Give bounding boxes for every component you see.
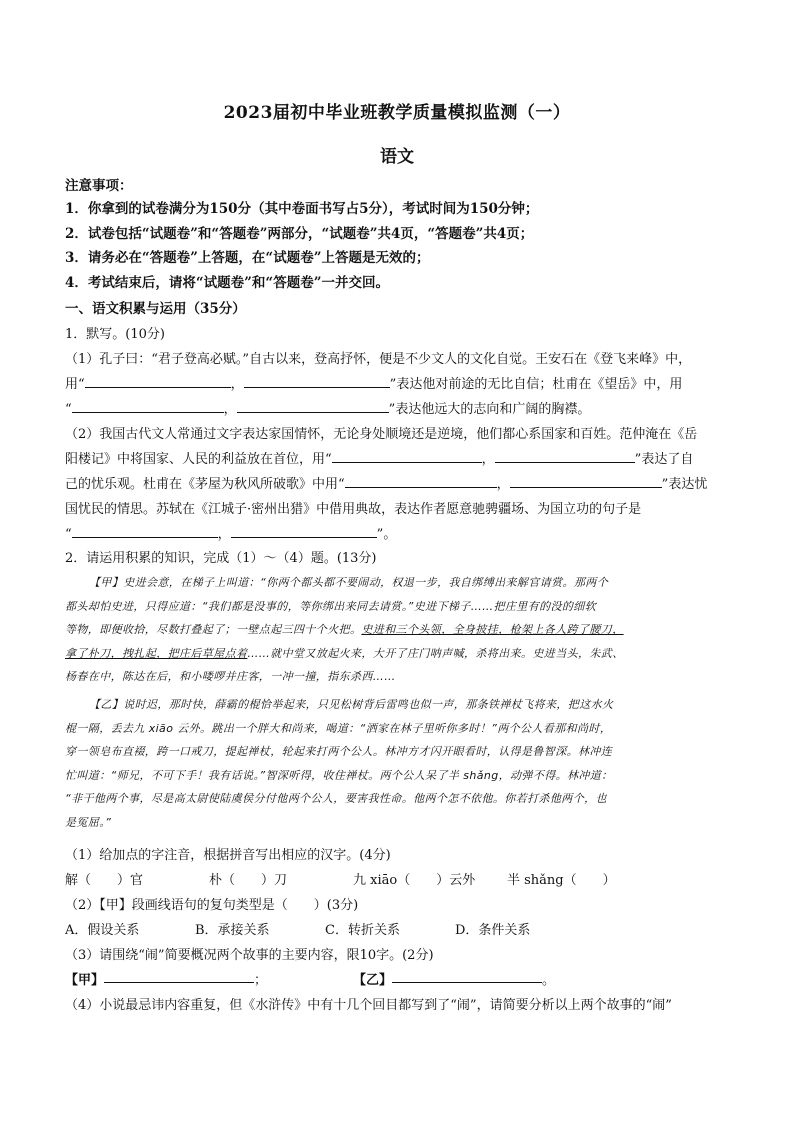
passage-line: “非干他两个事，尽是高太尉使陆虞侯分付他两个公人，要害我性命。他两个怎不依他。你若打杀他两个，也 <box>65 792 607 805</box>
answer-blank[interactable] <box>237 398 389 413</box>
subquestions <box>65 843 737 1018</box>
subquestion-3: （3）请围绕“闹”简要概况两个故事的主要内容，限10字。(2分) <box>65 948 434 963</box>
note-item: 1．你拿到的试卷满分为150分（其中卷面书写占5分），考试时间为150分钟； <box>65 201 539 217</box>
q1-part2-line: 国忧民的情思。苏轼在《江城子·密州出猎》中借用典故，表达作者愿意驰骋疆场、为国立功的句子是 <box>65 502 642 517</box>
option-d[interactable]: D．条件关系 <box>455 923 531 938</box>
answer-blank[interactable] <box>332 448 482 463</box>
subquestion-1: （1）给加点的字注音，根据拼音写出相应的汉字。(4分) <box>65 848 391 863</box>
pinyin-item[interactable]: 九 xiāo（ ）云外 <box>353 873 476 888</box>
option-c[interactable]: C．转折关系 <box>325 923 400 938</box>
answer-blank[interactable] <box>510 473 662 488</box>
answer-blank[interactable] <box>104 968 254 983</box>
question-1 <box>65 322 737 547</box>
q1-part1-line: （1）孔子曰：“君子登高必赋。”自古以来，登高抒怀，便是不少文人的文化自觉。王安石在《登飞来峰》中， <box>65 352 692 367</box>
answer-blank[interactable] <box>392 968 542 983</box>
passage-yi <box>65 693 737 834</box>
passage-line: 等物，即便收拾，尽数打叠起了；一壁点起三四十个火把。史进和三个头领，全身披挂，枪架上各人跨了腰刀， <box>65 623 624 636</box>
passage-line: 【甲】史进会意，在梯子上叫道：“你两个都头都不要闹动，权退一步，我自绑缚出来解官请赏。那两个 <box>89 576 609 589</box>
options-row <box>65 918 737 943</box>
passage-line: 忙叫道：“师兄，不可下手！我有话说。”智深听得，收住禅杖。两个公人呆了半 shǎng，动弹不得。林冲道： <box>65 768 613 782</box>
q1-part1-line: “ ， ”表达他远大的志向和广阔的胸襟。 <box>65 397 737 422</box>
q1-part2-line: 己的忧乐观。杜甫在《茅屋为秋风所破歌》中用“ ， ”表达忧 <box>65 472 737 497</box>
passage-line: 【乙】说时迟，那时快，薛霸的棍恰举起来，只见松树背后雷鸣也似一声，那条铁禅杖飞将来，把这水火 <box>89 698 614 711</box>
answer-blank[interactable] <box>72 523 218 538</box>
answer-blank[interactable] <box>85 373 231 388</box>
question-2-label: 2．请运用积累的知识，完成（1）～（4）题。(13分) <box>65 551 377 566</box>
passage-jia <box>65 571 737 689</box>
passage-line: 杨春在中，陈达在后，和小喽啰并庄客，一冲一撞，指东杀西…… <box>65 670 396 683</box>
answer-blank[interactable] <box>244 373 390 388</box>
pinyin-item[interactable]: 解（ ）官 <box>65 873 144 888</box>
note-item: 2．试卷包括“试题卷”和“答题卷”两部分，“试题卷”共4页，“答题卷”共4页； <box>65 225 534 242</box>
passage-line: 棍一隔，丢去九 xiāo 云外。跳出一个胖大和尚来，喝道：“洒家在林子里听你多时！”两个公人看那和尚时， <box>65 721 612 735</box>
question-label: 1．默写。(10分) <box>65 327 165 342</box>
subquestion-3-answer-row: 【甲】 ； 【乙】 。 <box>65 968 737 993</box>
pinyin-item[interactable]: 朴（ ）刀 <box>209 873 288 888</box>
subquestion-2: （2）【甲】段画线语句的复句类型是（ ）(3分) <box>65 898 359 913</box>
section-heading: 一、语文积累与运用（35分） <box>65 301 246 317</box>
answer-blank[interactable] <box>495 448 635 463</box>
note-item: 4．考试结束后，请将“试题卷”和“答题卷”一并交回。 <box>65 274 389 291</box>
option-b[interactable]: B．承接关系 <box>195 923 270 938</box>
q1-part2-line: （2）我国古代文人常通过文字表达家国情怀，无论身处顺境还是逆境，他们都心系国家和百姓。范仲淹在《岳 <box>65 427 698 442</box>
q1-part2-line: “ ， ”。 <box>65 522 737 547</box>
notes-list <box>65 197 745 295</box>
q1-part2-line: 阳楼记》中将国家、人民的利益放在首位，用“ ， ”表达了自 <box>65 447 737 472</box>
passage-line: 是冤屈。” <box>65 815 112 829</box>
exam-title: 2023届初中毕业班教学质量模拟监测（一） <box>223 103 571 123</box>
passage-line: 都头却怕史进，只得应道：“我们都是没事的，等你绑出来同去请赏。”史进下梯子……把庄里有的没的细软 <box>65 599 597 613</box>
note-item: 3．请务必在“答题卷”上答题，在“试题卷”上答题是无效的； <box>65 250 430 266</box>
underlined-sentence: 拿了朴刀，拽扎起，把庄后草屋点着 <box>65 646 248 660</box>
passage-line: 穿一领皂布直裰，跨一口戒刀，提起禅杖，轮起来打两个公人。林冲方才闪开眼看时，认得是鲁智深。林冲连 <box>65 745 613 758</box>
q1-part1-line: 用“ ， ”表达他对前途的无比自信；杜甫在《望岳》中，用 <box>65 372 737 397</box>
answer-blank[interactable] <box>72 398 224 413</box>
pinyin-row <box>65 868 737 893</box>
option-a[interactable]: A．假设关系 <box>65 923 140 938</box>
notes-heading: 注意事项： <box>65 178 133 194</box>
underlined-sentence: 史进和三个头领，全身披挂，枪架上各人跨了腰刀， <box>361 623 624 636</box>
subject-title: 语文 <box>380 147 414 167</box>
answer-blank[interactable] <box>231 523 377 538</box>
subquestion-4: （4）小说最忌讳内容重复，但《水浒传》中有十几个回目都写到了“闹”，请简要分析以上两个故事的“闹” <box>65 998 672 1013</box>
passage-line: 拿了朴刀，拽扎起，把庄后草屋点着……就中堂又放起火来，大开了庄门呐声喊，杀将出来。史进当头，朱武、 <box>65 646 624 660</box>
answer-blank[interactable] <box>345 473 497 488</box>
pinyin-item[interactable]: 半 shǎng（ ） <box>507 873 616 888</box>
